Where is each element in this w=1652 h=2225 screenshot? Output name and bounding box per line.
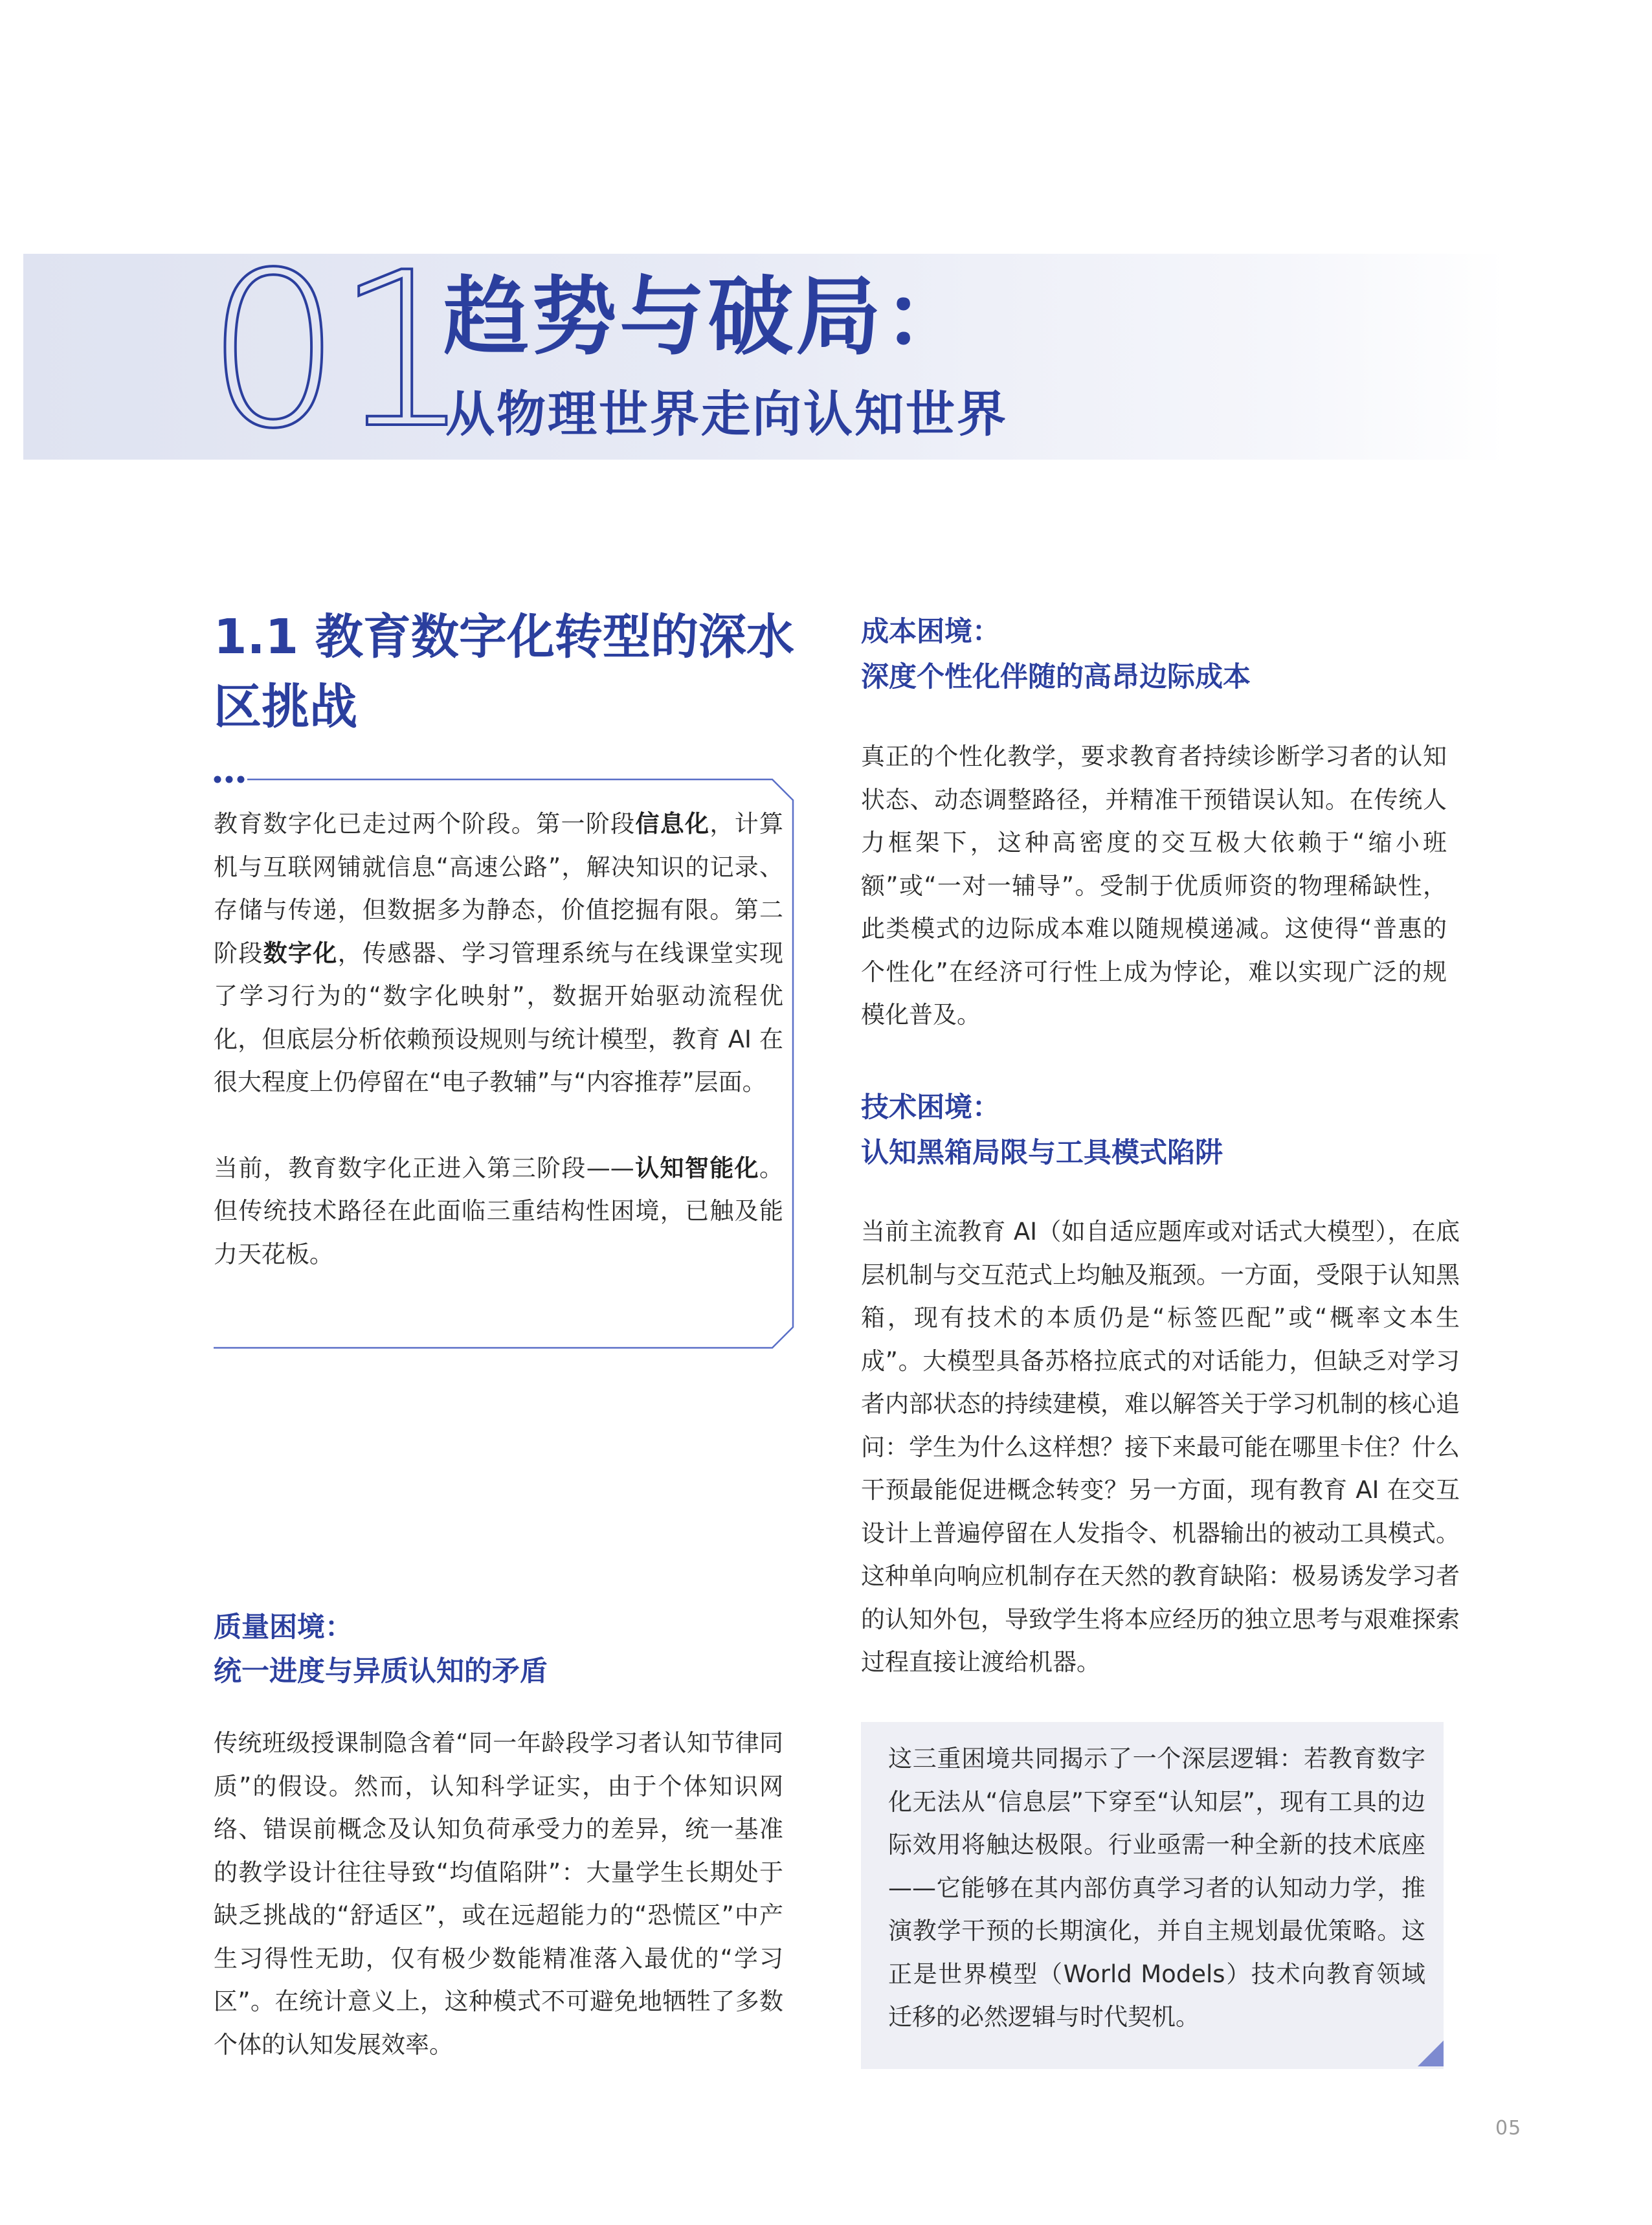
tech-heading-1: 技术困境：: [861, 1091, 1000, 1124]
callout-text: 这三重困境共同揭示了一个深层逻辑：若教育数字化无法从“信息层”下穿至“认知层”，现有工具的边际效用将触达极限。行业亟需一种全新的技术底座——它能够在其内部仿真学习者的认知动力学，推演教学干预的长期演化，并自主规划最优策略。这正是世界模型（World Models）技术向教育领域迁移的必然逻辑与时代契机。: [888, 1745, 1425, 2031]
cost-heading-1: 成本困境：: [861, 616, 1000, 648]
tech-heading-2: 认知黑箱局限与工具模式陷阱: [861, 1137, 1223, 1169]
intro-text: [214, 803, 783, 1319]
quality-heading-2: 统一进度与异质认知的矛盾: [214, 1655, 548, 1688]
cost-heading-2: 深度个性化伴随的高昂边际成本: [861, 661, 1251, 693]
frame-dot-icon: [238, 776, 245, 783]
keyword-cognitive-intelligence: 认知智能化: [634, 1154, 760, 1182]
corner-triangle-icon: [1418, 2041, 1444, 2066]
chapter-subtitle: 从物理世界走向认知世界: [445, 385, 1008, 443]
chapter-number: 01: [206, 227, 465, 475]
chapter-title: 趋势与破局：: [443, 267, 972, 367]
page-number: 05: [1495, 2117, 1522, 2140]
cost-body: 真正的个性化教学，要求教育者持续诊断学习者的认知状态、动态调整路径，并精准干预错误认知。在传统人力框架下，这种高密度的交互极大依赖于“缩小班额”或“一对一辅导”。受制于优质师资的物理稀缺性，此类模式的边际成本难以随规模递减。这使得“普惠的个性化”在经济可行性上成为悖论，难以实现广泛的规模化普及。: [861, 743, 1447, 1029]
frame-dot-icon: [214, 776, 221, 783]
quality-body: 传统班级授课制隐含着“同一年龄段学习者认知节律同质”的假设。然而，认知科学证实，由于个体知识网络、错误前概念及认知负荷承受力的差异，统一基准的教学设计往往导致“均值陷阱”：大量学生长期处于缺乏挑战的“舒适区”，或在远超能力的“恐慌区”中产生习得性无助，仅有极少数能精准落入最优的“学习区”。在统计意义上，这种模式不可避免地牺牲了多数个体的认知发展效率。: [214, 1729, 783, 2059]
keyword-informatization: 信息化: [635, 810, 710, 838]
keyword-digitalization: 数字化: [263, 939, 338, 967]
tech-body: 当前主流教育 AI（如自适应题库或对话式大模型），在底层机制与交互范式上均触及瓶颈。一方面，受限于认知黑箱，现有技术的本质仍是“标签匹配”或“概率文本生成”。大模型具备苏格拉底式的对话能力，但缺乏对学习者内部状态的持续建模，难以解答关于学习机制的核心追问：学生为什么这样想？接下来最可能在哪里卡住？什么干预最能促进概念转变？另一方面，现有教育 AI 在交互设计上普遍停留在人发指令、机器输出的被动工具模式。这种单向响应机制存在天然的教育缺陷：极易诱发学习者的认知外包，导致学生将本应经历的独立思考与艰难探索过程直接让渡给机器。: [861, 1218, 1460, 1676]
section-title: 1.1 教育数字化转型的深水区挑战: [214, 609, 794, 735]
quality-heading-1: 质量困境：: [214, 1611, 353, 1644]
intro-paragraph-2: 当前，教育数字化正进入第三阶段——认知智能化。但传统技术路径在此面临三重结构性困境，已触及能力天花板。: [214, 1154, 784, 1268]
intro-paragraph-1: 教育数字化已走过两个阶段。第一阶段信息化，计算机与互联网铺就信息“高速公路”，解决知识的记录、存储与传递，但数据多为静态，价值挖掘有限。第二阶段数字化，传感器、学习管理系统与在线课堂实现了学习行为的“数字化映射”，数据开始驱动流程优化，但底层分析依赖预设规则与统计模型，教育 AI 在很大程度上仍停留在“电子教辅”与“内容推荐”层面。: [214, 810, 784, 1096]
frame-dot-icon: [226, 776, 233, 783]
